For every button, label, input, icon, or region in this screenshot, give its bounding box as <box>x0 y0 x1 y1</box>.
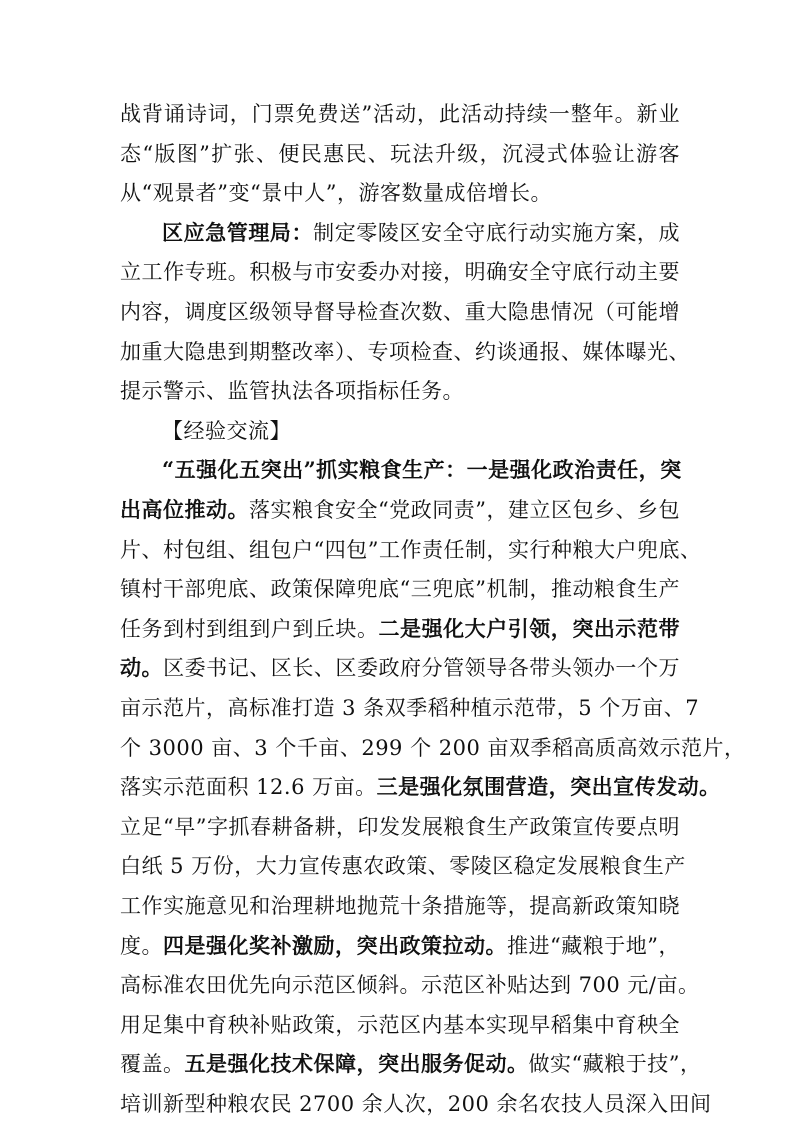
text-segment: 态“版图”扩张、便民惠民、玩法升级，沉浸式体验让游客 <box>120 141 680 166</box>
text-line <box>120 691 700 725</box>
text-segment: 制定零陵区安全守底行动实施方案，成 <box>313 220 680 245</box>
text-line <box>120 97 680 131</box>
text-line <box>120 493 680 527</box>
text-line <box>120 533 702 567</box>
text-segment: 片、村包组、组包户“四包”工作责任制，实行种粮大户兜底、 <box>120 537 702 562</box>
text-segment: 用足集中育秧补贴政策，示范区内基本实现早稻集中育秧全 <box>120 1012 680 1037</box>
paragraph-start-line <box>162 453 680 487</box>
text-line <box>120 137 680 171</box>
text-line <box>120 810 680 844</box>
bold-segment: 五是强化技术保障，突出服务促动。 <box>184 1051 529 1077</box>
text-line <box>120 374 680 408</box>
text-segment: 工作实施意见和治理耕地抛荒十条措施等，提高新政策知晓 <box>120 894 680 918</box>
text-line <box>120 849 686 883</box>
text-segment: 做实“藏粮于技”， <box>528 1052 702 1077</box>
text-segment: 内容，调度区级领导督导检查次数、重大隐患情况（可能增 <box>120 300 680 324</box>
section-title <box>162 414 680 448</box>
text-segment: 个 3000 亩、3 个千亩、299 个 200 亩双季稻高质高效示范片， <box>120 735 746 760</box>
text-segment: 区委书记、区长、区委政府分管领导各带头领办一个万 <box>163 656 681 681</box>
text-segment: 立工作专班。积极与市安委办对接，明确安全守底行动主要 <box>120 260 680 285</box>
text-segment: 立足“早”字抓春耕备耕，印发发展粮食生产政策宣传要点明 <box>120 814 680 839</box>
text-segment: 提示警示、监管执法各项指标任务。 <box>120 379 464 404</box>
text-segment: 高标准农田优先向示范区倾斜。示范区补贴达到 700 元/亩。 <box>120 973 700 998</box>
text-segment: 落实示范面积 12.6 万亩。 <box>120 775 377 800</box>
text-segment: 培训新型种粮农民 2700 余人次，200 余名农技人员深入田间 <box>120 1092 712 1116</box>
paragraph-start-line <box>162 216 680 250</box>
text-line <box>120 572 680 606</box>
text-segment: 亩示范片，高标准打造 3 条双季稻种植示范带，5 个万亩、7 <box>120 696 700 720</box>
text-segment: 落实粮食安全“党政同责”，建立区包乡、乡包 <box>249 498 680 522</box>
text-line <box>120 1047 702 1081</box>
section-title-text: 【经验交流】 <box>162 418 291 443</box>
bold-segment: 三是强化氛围营造，突出宣传发动。 <box>376 774 721 800</box>
bold-segment: 出高位推动。 <box>120 497 250 522</box>
text-line <box>120 770 721 804</box>
text-segment: 从“观景者”变“景中人”，游客数量成倍增长。 <box>120 181 552 206</box>
text-segment: 加重大隐患到期整改率）、专项检查、约谈通报、媒体曝光、 <box>120 339 690 364</box>
text-line <box>120 1087 712 1121</box>
bold-segment: 动。 <box>120 655 164 681</box>
text-line <box>120 176 680 210</box>
bold-segment: 二是强化大户引领，突出示范带 <box>378 615 681 641</box>
section-heading-emergency: 区应急管理局： <box>162 219 314 245</box>
text-line <box>120 968 700 1002</box>
text-segment: 覆盖。 <box>120 1052 185 1077</box>
text-line <box>120 651 680 685</box>
text-line <box>120 889 680 923</box>
text-segment: 镇村干部兜底、政策保障兜底“三兜底”机制，推动粮食生产 <box>120 577 680 602</box>
text-line <box>120 295 680 329</box>
text-line <box>120 612 680 646</box>
text-segment: 白纸 5 万份，大力宣传惠农政策、零陵区稳定发展粮食生产 <box>120 854 686 879</box>
text-line <box>120 1008 680 1042</box>
text-line <box>120 255 680 289</box>
text-segment: 度。 <box>120 933 164 958</box>
bold-heading-segment: “五强化五突出”抓实粮食生产：一是强化政治责任，突 <box>162 457 682 483</box>
text-line <box>120 731 746 765</box>
text-segment: 任务到村到组到户到丘块。 <box>120 616 379 641</box>
text-line <box>120 929 680 963</box>
text-segment: 推进“藏粮于地”， <box>507 933 681 958</box>
bold-segment: 四是强化奖补激励，突出政策拉动。 <box>163 932 508 958</box>
text-line <box>120 335 690 369</box>
text-segment: 战背诵诗词，门票免费送”活动，此活动持续一整年。新业 <box>120 102 680 126</box>
